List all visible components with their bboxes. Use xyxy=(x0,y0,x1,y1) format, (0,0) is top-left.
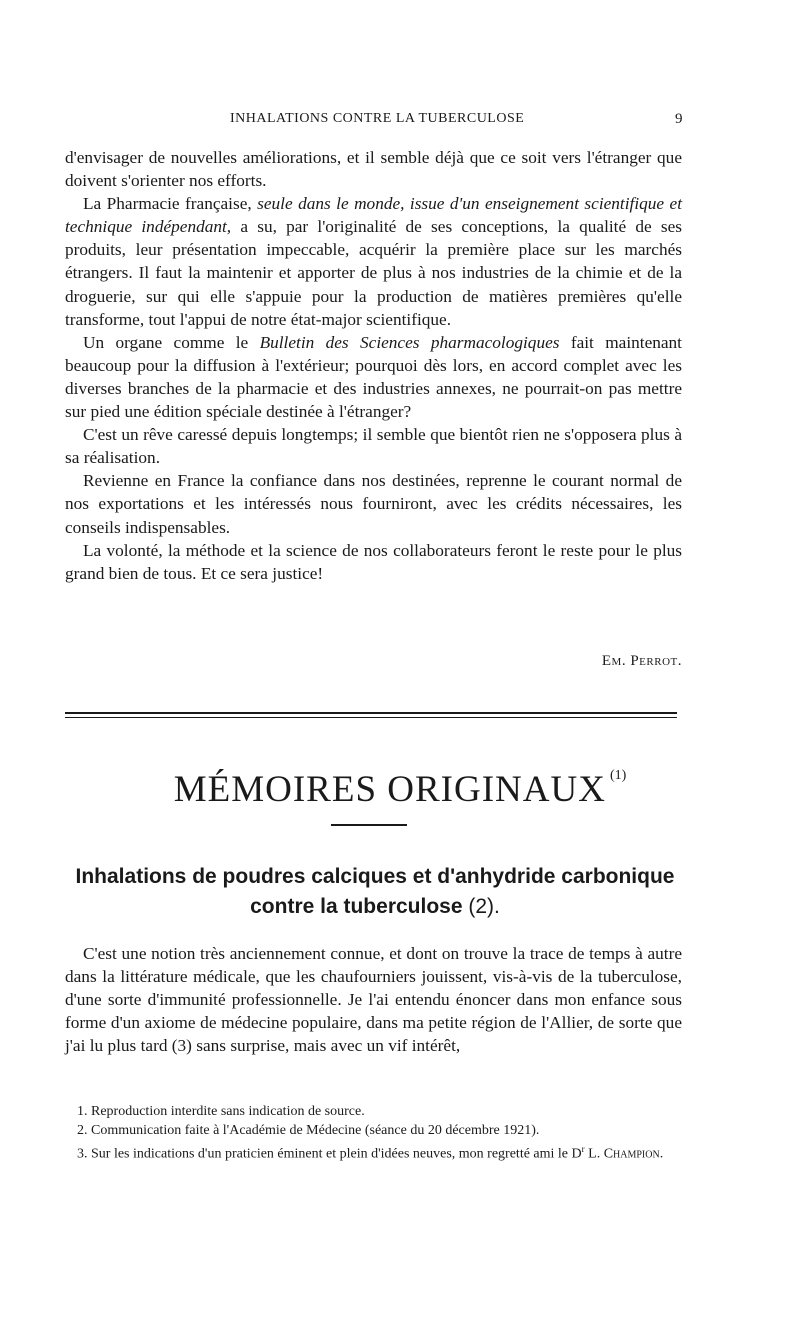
section-heading-text: MÉMOIRES ORIGINAUX xyxy=(173,769,606,810)
footnote-3-text: 3. Sur les indications d'un praticien éminent et plein d'idées neuves, mon regretté ami le D xyxy=(77,1146,582,1162)
signature-name: Perrot. xyxy=(630,653,682,669)
footnote-1: 1. Reproduction interdite sans indication de source. xyxy=(77,1104,365,1119)
author-signature xyxy=(65,653,682,670)
paragraph-2 xyxy=(65,192,682,331)
paragraph-3-end: fait maintenant beaucoup pour la diffusion à l'extérieur; pourquoi dès lors, en accord complet avec les diverses branches de la pharmacie et des industries annexes, ne pourrait-on pas mettre sur pied une édition spéciale destinée à l'étranger? xyxy=(65,332,682,422)
paragraph-3-italic: Bulletin des Sciences pharmacologiques xyxy=(259,332,560,352)
article-title-line-2 xyxy=(0,892,750,922)
page-number: 9 xyxy=(675,111,683,127)
article-title xyxy=(0,862,750,922)
article-title-note: (2). xyxy=(468,895,500,918)
paragraph-5: Revienne en France la confiance dans nos destinées, reprenne le courant normal de nos exportations et les intéressés nous fourniront, avec les crédits nécessaires, les conseils indispensables. xyxy=(65,471,682,537)
section-heading-note: (1) xyxy=(609,768,627,783)
paragraph-3-start: Un organe comme le xyxy=(83,332,260,352)
paragraph-1: d'envisager de nouvelles améliorations, et il semble déjà que ce soit vers l'étranger que doivent s'orienter nos efforts. xyxy=(65,148,682,191)
article-body xyxy=(65,942,682,1057)
article-title-line-1: Inhalations de poudres calciques et d'anhydride carbonique xyxy=(75,865,675,888)
paragraph-6: La volonté, la méthode et la science de nos collaborateurs feront le reste pour le plus grand bien de tous. Et ce sera justice! xyxy=(65,540,682,583)
article-title-line-2-text: contre la tuberculose xyxy=(250,895,463,918)
footnote-3-sup: r xyxy=(581,1144,585,1154)
footnote-3-name: L. Champion. xyxy=(584,1146,664,1162)
heading-rule xyxy=(331,824,407,826)
closing-section xyxy=(65,146,682,585)
signature-initial: Em. xyxy=(601,653,627,669)
paragraph-3 xyxy=(65,331,682,423)
paragraph-4: C'est un rêve caressé depuis longtemps; il semble que bientôt rien ne s'opposera plus à sa réalisation. xyxy=(65,425,682,468)
paragraph-2-italic: seule dans le monde, issue d'un enseignement scientifique et technique indépendant, xyxy=(65,194,682,237)
footnote-2: 2. Communication faite à l'Académie de Médecine (séance du 20 décembre 1921). xyxy=(77,1122,540,1138)
footnotes xyxy=(65,1103,682,1164)
section-heading xyxy=(0,768,800,811)
paragraph-2-end: a su, par l'originalité de ses conceptions, la qualité de ses produits, leur présentation impeccable, acquérir la première place sur les marchés étrangers. Il faut la maintenir et apporter de plus à nos industries de la chimie et de la droguerie, sur qui elle s'appuie pour la production de matières premières qu'elle transforme, tout l'appui de notre état-major scientifique. xyxy=(65,217,683,329)
paragraph-2-start: La Pharmacie française, xyxy=(83,194,258,214)
section-divider-thin xyxy=(65,717,677,718)
footnote-3 xyxy=(65,1140,682,1164)
article-paragraph: C'est une notion très anciennement connue, et dont on trouve la trace de temps à autre dans la littérature médicale, que les chaufourniers jouissent, vis-à-vis de la tuberculose, d'une sorte d'immunité professionnelle. Je l'ai entendu énoncer dans mon enfance sous forme d'un axiome de médecine populaire, dans ma petite région de l'Allier, de sorte que j'ai lu plus tard (3) sans surprise, mais avec un vif intérêt, xyxy=(65,944,682,1056)
running-title: INHALATIONS CONTRE LA TUBERCULOSE xyxy=(230,111,525,126)
section-divider-thick xyxy=(65,712,677,714)
